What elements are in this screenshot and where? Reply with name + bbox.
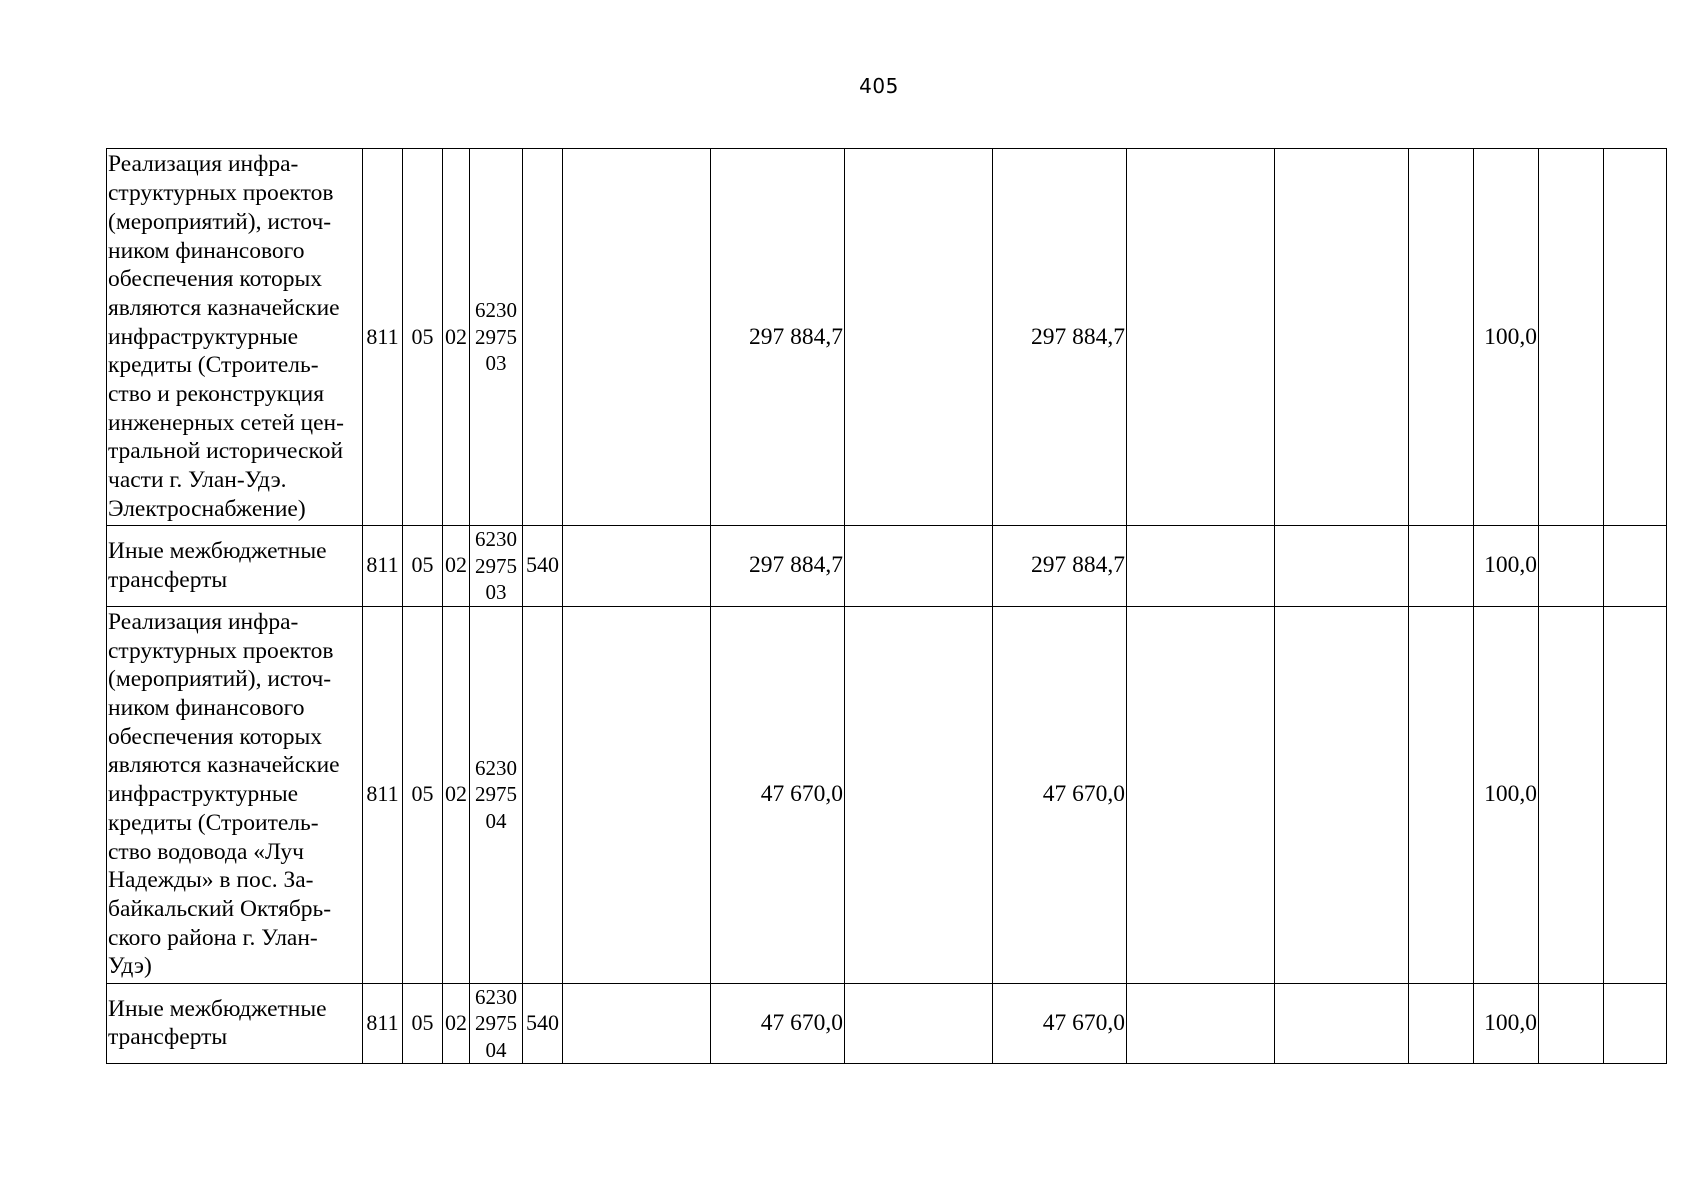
pr-code-cell: 02 — [443, 983, 470, 1064]
csr-code-line: 04 — [485, 1037, 507, 1062]
empty-cell — [1127, 526, 1275, 607]
csr-code-line: 2975 — [475, 782, 517, 807]
empty-cell — [1275, 526, 1409, 607]
empty-cell — [1539, 149, 1604, 526]
rz-code-cell: 05 — [403, 606, 443, 983]
empty-cell — [1539, 983, 1604, 1064]
pr-code-cell: 02 — [443, 606, 470, 983]
empty-cell — [1604, 606, 1667, 983]
rz-code-cell: 05 — [403, 983, 443, 1064]
row-name-line: (мероприятий), источ- — [108, 666, 332, 693]
row-name-line: ского района г. Улан- — [108, 924, 318, 951]
fact-amount-cell: 47 670,0 — [993, 983, 1127, 1064]
empty-cell — [1275, 983, 1409, 1064]
row-name-line: структурных проектов — [108, 637, 334, 664]
csr-code-line: 03 — [485, 580, 507, 604]
row-name-line: Иные межбюджетные — [108, 538, 327, 565]
row-name-line: ником финансового — [108, 237, 305, 264]
row-name-line: Реализация инфра- — [108, 151, 299, 178]
fact-amount-cell: 47 670,0 — [993, 606, 1127, 983]
empty-cell — [1539, 606, 1604, 983]
vr-code-cell — [523, 149, 563, 526]
csr-code-line: 6230 — [475, 755, 517, 780]
row-name-line: обеспечения которых — [108, 723, 323, 750]
percent-cell: 100,0 — [1474, 526, 1539, 607]
empty-cell — [845, 606, 993, 983]
csr-code-cell — [470, 606, 523, 983]
csr-code-cell — [470, 526, 523, 607]
csr-code-line: 2975 — [475, 324, 517, 349]
row-name-line: трансферты — [108, 1024, 228, 1051]
csr-code-cell — [470, 149, 523, 526]
row-name-line: ство водовода «Луч — [108, 838, 304, 865]
empty-cell — [1539, 526, 1604, 607]
row-name-line: (мероприятий), источ- — [108, 208, 332, 235]
empty-cell — [563, 526, 711, 607]
page-number: 405 — [859, 74, 899, 98]
row-name-line: структурных проектов — [108, 180, 334, 207]
percent-cell: 100,0 — [1474, 983, 1539, 1064]
plan-amount-cell: 297 884,7 — [711, 526, 845, 607]
row-name-line: ником финансового — [108, 695, 305, 722]
empty-cell — [845, 526, 993, 607]
csr-code-line: 2975 — [475, 1011, 517, 1035]
budget-table-body — [107, 149, 1667, 1064]
row-name-line: обеспечения которых — [108, 266, 323, 293]
row-name-line: Электроснабжение) — [108, 495, 306, 522]
pr-code-cell: 02 — [443, 149, 470, 526]
vr-code-cell — [523, 606, 563, 983]
empty-cell — [1604, 983, 1667, 1064]
empty-cell — [1604, 526, 1667, 607]
csr-code-line: 6230 — [475, 527, 517, 551]
row-name-line: кредиты (Строитель- — [108, 809, 319, 836]
table-row — [107, 149, 1667, 526]
percent-cell: 100,0 — [1474, 149, 1539, 526]
empty-cell — [563, 149, 711, 526]
row-name-line: тральной исторической — [108, 438, 344, 465]
row-name-line: ство и реконструкция — [108, 381, 324, 408]
fact-amount-cell: 297 884,7 — [993, 149, 1127, 526]
budget-table — [106, 148, 1667, 1064]
empty-cell — [1409, 526, 1474, 607]
vr-code-cell: 540 — [523, 526, 563, 607]
row-name-line: Реализация инфра- — [108, 608, 299, 635]
row-name-cell — [107, 149, 363, 526]
empty-cell — [1275, 149, 1409, 526]
row-name-line: Удэ) — [108, 953, 152, 980]
row-name-line: инфраструктурные — [108, 781, 299, 808]
empty-cell — [1275, 606, 1409, 983]
empty-cell — [1604, 149, 1667, 526]
csr-code-line: 03 — [485, 351, 507, 376]
empty-cell — [563, 606, 711, 983]
empty-cell — [845, 149, 993, 526]
rz-code-cell: 05 — [403, 149, 443, 526]
ved-code-cell: 811 — [363, 983, 403, 1064]
row-name-line: части г. Улан-Удэ. — [108, 467, 287, 494]
row-name-line: трансферты — [108, 566, 228, 593]
row-name-line: кредиты (Строитель- — [108, 352, 319, 379]
csr-code-line: 04 — [485, 808, 507, 833]
ved-code-cell: 811 — [363, 606, 403, 983]
row-name-line: Надежды» в пос. За- — [108, 867, 314, 894]
empty-cell — [1409, 149, 1474, 526]
row-name-cell — [107, 606, 363, 983]
empty-cell — [1409, 983, 1474, 1064]
table-row — [107, 983, 1667, 1064]
ved-code-cell: 811 — [363, 526, 403, 607]
row-name-line: инфраструктурные — [108, 323, 299, 350]
csr-code-line: 2975 — [475, 553, 517, 578]
plan-amount-cell: 297 884,7 — [711, 149, 845, 526]
row-name-line: Иные межбюджетные — [108, 995, 327, 1022]
csr-code-line: 6230 — [475, 984, 517, 1009]
plan-amount-cell: 47 670,0 — [711, 983, 845, 1064]
percent-cell: 100,0 — [1474, 606, 1539, 983]
empty-cell — [563, 983, 711, 1064]
empty-cell — [1127, 149, 1275, 526]
row-name-line: являются казначейские — [108, 294, 340, 321]
vr-code-cell: 540 — [523, 983, 563, 1064]
csr-code-line: 6230 — [475, 298, 517, 323]
table-row — [107, 606, 1667, 983]
row-name-cell — [107, 983, 363, 1064]
empty-cell — [845, 983, 993, 1064]
empty-cell — [1409, 606, 1474, 983]
rz-code-cell: 05 — [403, 526, 443, 607]
fact-amount-cell: 297 884,7 — [993, 526, 1127, 607]
row-name-line: являются казначейские — [108, 752, 340, 779]
ved-code-cell: 811 — [363, 149, 403, 526]
plan-amount-cell: 47 670,0 — [711, 606, 845, 983]
row-name-line: инженерных сетей цен- — [108, 409, 344, 436]
empty-cell — [1127, 983, 1275, 1064]
table-row — [107, 526, 1667, 607]
pr-code-cell: 02 — [443, 526, 470, 607]
empty-cell — [1127, 606, 1275, 983]
row-name-line: байкальский Октябрь- — [108, 895, 332, 922]
csr-code-cell — [470, 983, 523, 1064]
row-name-cell — [107, 526, 363, 607]
